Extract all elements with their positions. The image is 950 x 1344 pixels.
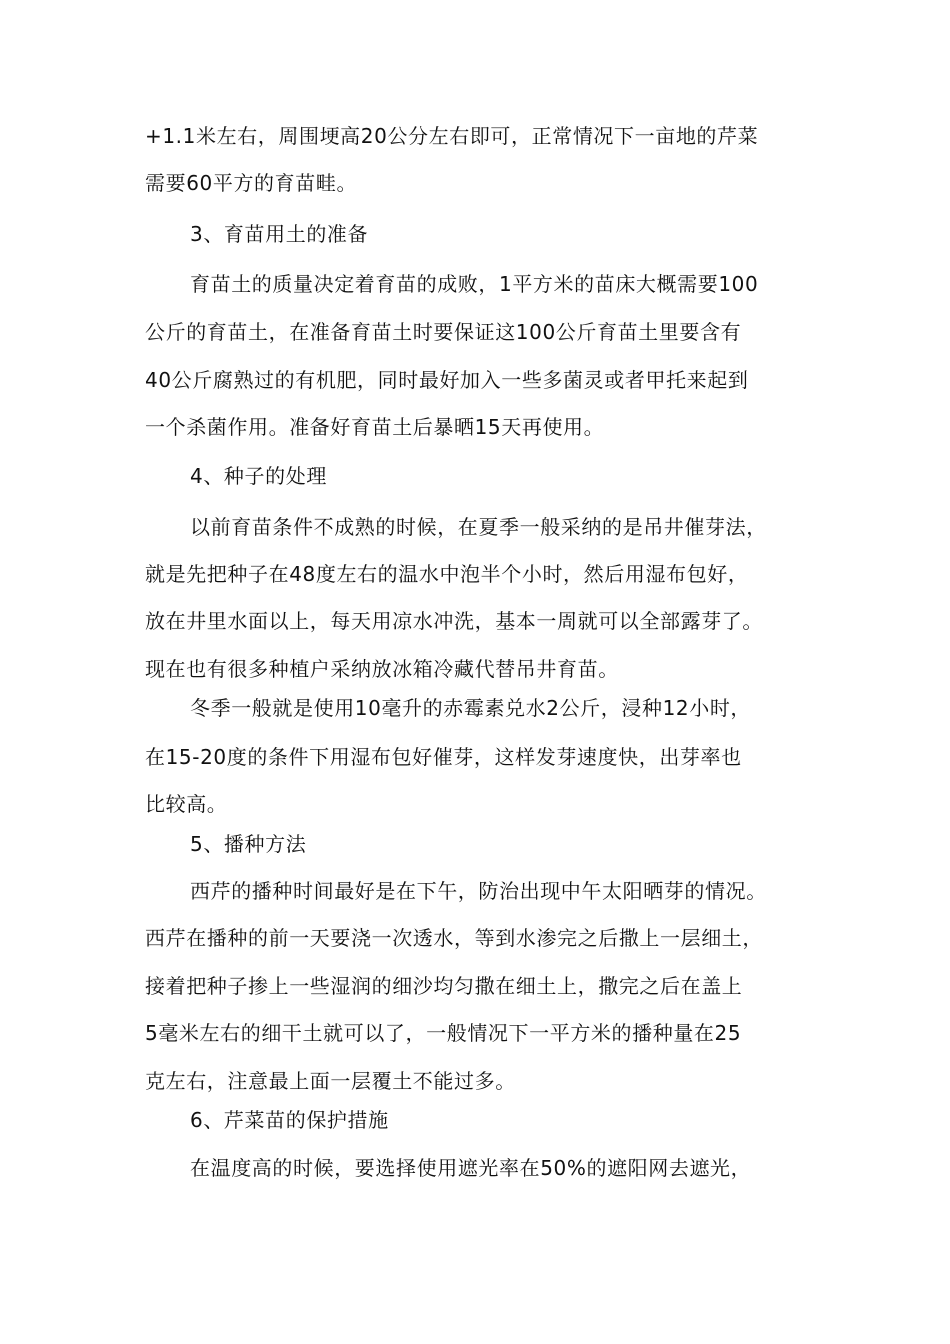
text-line: 接着把种子掺上一些湿润的细沙均匀撒在细土上，撒完之后在盖上 (145, 974, 743, 998)
text-line: 5毫米左右的细干土就可以了，一般情况下一平方米的播种量在25 (145, 1021, 742, 1045)
text-line: 以前育苗条件不成熟的时候，在夏季一般采纳的是吊井催芽法， (190, 515, 767, 539)
section-heading: 3、育苗用土的准备 (190, 222, 369, 246)
text-line: 放在井里水面以上，每天用凉水冲洗，基本一周就可以全部露芽了。 (145, 609, 763, 633)
text-line: 在温度高的时候，要选择使用遮光率在50%的遮阳网去遮光， (190, 1156, 752, 1180)
text-line: +1.1米左右，周围埂高20公分左右即可，正常情况下一亩地的芹菜 (145, 124, 759, 148)
text-line: 现在也有很多种植户采纳放冰箱冷藏代替吊井育苗。 (145, 657, 619, 681)
text-line: 育苗土的质量决定着育苗的成败，1平方米的苗床大概需要100 (190, 272, 759, 296)
text-line: 比较高。 (145, 792, 228, 816)
text-line: 在15-20度的条件下用湿布包好催芽，这样发芽速度快，出芽率也 (145, 745, 742, 769)
section-heading: 6、芹菜苗的保护措施 (190, 1108, 389, 1132)
text-line: 40公斤腐熟过的有机肥，同时最好加入一些多菌灵或者甲托来起到 (145, 368, 749, 392)
text-line: 西芹的播种时间最好是在下午，防治出现中午太阳晒芽的情况。 (190, 879, 767, 903)
text-line: 西芹在播种的前一天要浇一次透水，等到水渗完之后撒上一层细土， (145, 926, 763, 950)
text-line: 一个杀菌作用。准备好育苗土后暴晒15天再使用。 (145, 415, 605, 439)
section-heading: 5、播种方法 (190, 832, 307, 856)
text-line: 需要60平方的育苗畦。 (145, 171, 358, 195)
section-heading: 4、种子的处理 (190, 464, 327, 488)
text-line: 公斤的育苗土，在准备育苗土时要保证这100公斤育苗土里要含有 (145, 320, 742, 344)
text-line: 冬季一般就是使用10毫升的赤霉素兑水2公斤，浸种12小时， (190, 696, 752, 720)
text-line: 克左右，注意最上面一层覆土不能过多。 (145, 1069, 516, 1093)
text-line: 就是先把种子在48度左右的温水中泡半个小时，然后用湿布包好， (145, 562, 749, 586)
